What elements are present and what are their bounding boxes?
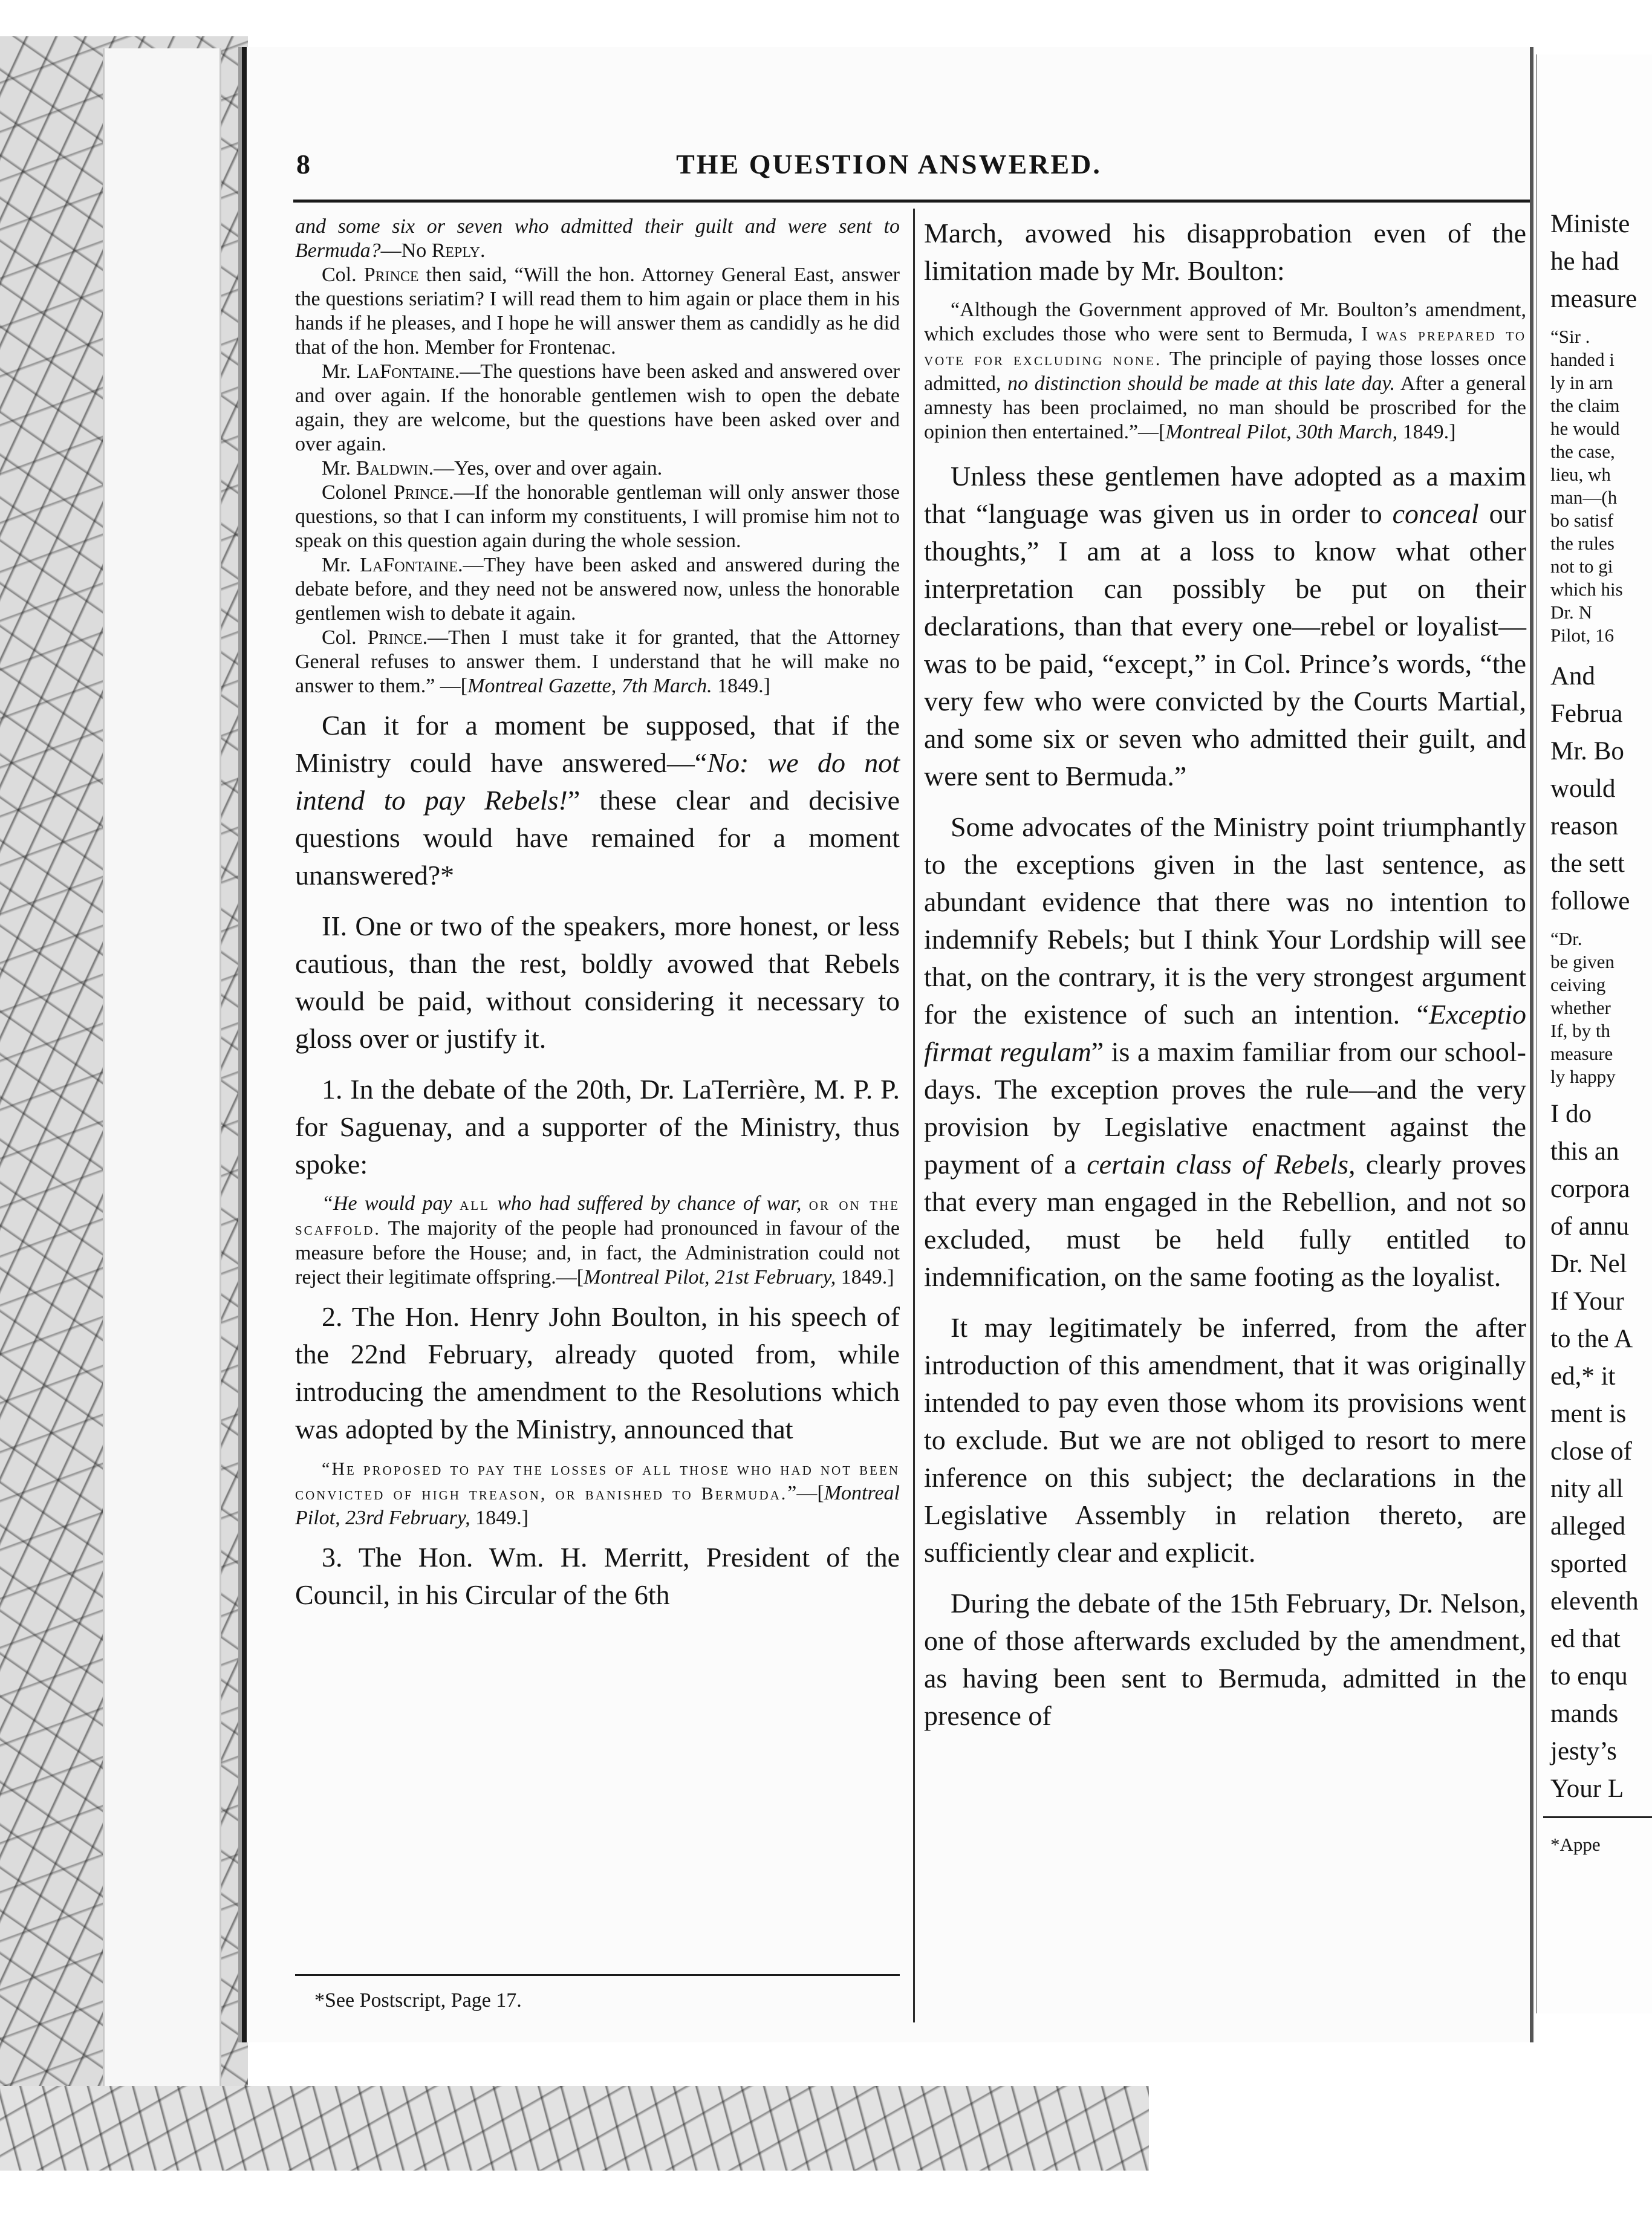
page-gutter [1530, 47, 1533, 2042]
facing-page-line: this an [1550, 1137, 1619, 1166]
flyleaf-edge [103, 48, 221, 2128]
facing-page-line: would [1550, 775, 1616, 803]
facing-page-line: mands [1550, 1700, 1619, 1728]
facing-page-line: Pilot, 16 [1550, 625, 1615, 646]
paragraph: Mr. LaFontaine.—The questions have been asked and answered over and over again. If the honorable gentlemen wish to open the debate again, they are welcome, but the questions have been asked over and over again. [295, 360, 900, 455]
facing-page-line: Februa [1550, 700, 1623, 728]
facing-page-line: followe [1550, 887, 1630, 915]
facing-page-line: the claim [1550, 395, 1620, 416]
paragraph: Mr. Baldwin.—Yes, over and over again. [322, 457, 663, 479]
facing-page-lines-c [1537, 658, 1652, 920]
facing-page-line: he had [1550, 247, 1619, 276]
facing-page-lines-d [1537, 927, 1652, 1088]
running-header [296, 148, 1481, 190]
facing-page-line: ed that [1550, 1625, 1621, 1653]
paragraph: It may legitimately be inferred, from the after introduction of this amendment, that it was originally intended to pay even those whom its provisions went to exclude. But we are not obliged to resort to mere inference on this subject; the declarations in the Legislative Assembly in relation thereto, are sufficiently clear and explicit. [924, 1312, 1526, 1568]
page-number: 8 [296, 149, 310, 180]
facing-page-line: he would [1550, 418, 1620, 439]
running-title: THE QUESTION ANSWERED. [676, 149, 1102, 180]
facing-page-line: ly happy [1550, 1066, 1616, 1087]
block-quote: “He would pay all who had suffered by chance of war, or on the scaffold. The majority of the people had pronounced in favour of the measure before the House; and, in fact, the Administration could not reject their legitimate offspring.—[Montreal Pilot, 21st February, 1849.] [295, 1192, 900, 1288]
facing-page-line: ceiving [1550, 974, 1606, 995]
right-column [924, 215, 1526, 1735]
facing-page-line: measure [1550, 285, 1637, 313]
facing-page-footnote-rule [1543, 1816, 1652, 1818]
column-divider [913, 209, 915, 2022]
facing-page-line: sported [1550, 1550, 1627, 1578]
facing-page-line: reason [1550, 812, 1619, 840]
facing-page-line: man—(h [1550, 487, 1618, 508]
paragraph: Colonel Prince.—If the honorable gentleman will only answer those questions, so that I can inform my constituents, I will promise him not to speak on this question again during the whole session. [295, 481, 900, 552]
facing-page-line: to enqu [1550, 1662, 1628, 1691]
facing-page-line: Dr. Nel [1550, 1250, 1627, 1278]
facing-page-line: “Dr. [1550, 928, 1582, 949]
paragraph: 1. In the debate of the 20th, Dr. LaTerrière, M. P. P. for Saguenay, and a supporter of the Ministry, thus spoke: [295, 1074, 900, 1180]
marbled-board-bottom [0, 2086, 1149, 2171]
paragraph: Col. Prince.—Then I must take it for granted, that the Attorney General refuses to answer them. I understand that he will make no answer to them.” —[Montreal Gazette, 7th March. 1849.] [295, 626, 900, 697]
facing-page-line: handed i [1550, 349, 1615, 370]
paragraph: Mr. LaFontaine.—They have been asked and answered during the debate before, and they need not be answered now, unless the honorable gentlemen wish to debate it again. [295, 554, 900, 625]
paragraph: 3. The Hon. Wm. H. Merritt, President of the Council, in his Circular of the 6th [295, 1542, 900, 1610]
facing-page-line: If, by th [1550, 1020, 1611, 1041]
facing-page-line: corpora [1550, 1175, 1630, 1203]
facing-page-line: the rules [1550, 533, 1615, 554]
facing-page-line: lieu, wh [1550, 464, 1611, 485]
paragraph: 2. The Hon. Henry John Boulton, in his speech of the 22nd February, already quoted from, while introducing the amendment to the Resolutions which was adopted by the Ministry, announced that [295, 1301, 900, 1444]
footnote: *See Postscript, Page 17. [314, 1989, 522, 2012]
paragraph: II. One or two of the speakers, more honest, or less cautious, than the rest, boldly avowed that Rebels would be paid, without considering it necessary to gloss over or justify it. [295, 911, 900, 1054]
facing-page-line: not to gi [1550, 556, 1613, 577]
header-rule [293, 200, 1530, 203]
facing-page-lines-e [1537, 1096, 1652, 1808]
facing-page-line: bo satisf [1550, 510, 1614, 531]
facing-page-line: I do [1550, 1100, 1592, 1128]
facing-page-line: Ministe [1550, 210, 1630, 238]
facing-page-line: And [1550, 662, 1596, 690]
facing-page-fragment [1536, 54, 1652, 2013]
facing-page-line: measure [1550, 1043, 1613, 1064]
facing-page-line: which his [1550, 579, 1623, 600]
facing-page-line: ed,* it [1550, 1362, 1616, 1391]
paragraph: and some six or seven who admitted their guilt and were sent to Bermuda?—No Reply. [295, 215, 900, 262]
left-column [295, 215, 900, 1614]
footnote-rule [295, 1974, 900, 1976]
facing-page-line: close of [1550, 1437, 1632, 1466]
facing-page-line: ment is [1550, 1400, 1627, 1428]
facing-page-line: jesty’s [1550, 1737, 1617, 1765]
facing-page-line: alleged [1550, 1512, 1626, 1541]
facing-page-line: nity all [1550, 1475, 1624, 1503]
facing-page-line: of annu [1550, 1212, 1630, 1241]
facing-page-line: Mr. Bo [1550, 737, 1624, 765]
paragraph: Unless these gentlemen have adopted as a maxim that “language was given us in order to conceal our thoughts,” I am at a loss to know what other interpretation can possibly be put on their declarations, than that every one—rebel or loyalist—was to be paid, “except,” in Col. Prince’s words, “the very few who were convicted by the Courts Martial, and some six or seven who admitted their guilt, and were sent to Bermuda.” [924, 461, 1526, 791]
block-quote: “Although the Government approved of Mr. Boulton’s amendment, which excludes those who were sent to Bermuda, I was prepared to vote for excluding none. The principle of paying those losses once admitted, no distinction should be made at this late day. After a general amnesty has been proclaimed, no man should be proscribed for the opinion then entertained.”—[Montreal Pilot, 30th March, 1849.] [924, 299, 1526, 443]
block-quote: “He proposed to pay the losses of all those who had not been convicted of high treason, or banished to Bermuda.”—[Montreal Pilot, 23rd February, 1849.] [295, 1459, 900, 1529]
facing-page-line: the sett [1550, 849, 1625, 878]
paragraph: Some advocates of the Ministry point triumphantly to the exceptions given in the last sentence, as abundant evidence that there was no intention to indemnify Rebels; but I think Your Lordship will see that, on the contrary, it is the very strongest argument for the existence of such an intention. “Exceptio firmat regulam” is a maxim familiar from our school-days. The exception proves the rule—and the very provision by Legislative enactment against the payment of a certain class of Rebels, clearly proves that every man engaged in the Rebellion, and not so excluded, must be held fully entitled to indemnification, on the same footing as the loyalist. [924, 811, 1526, 1292]
facing-page-line: to the A [1550, 1325, 1633, 1353]
paragraph: Col. Prince then said, “Will the hon. Attorney General East, answer the questions seriatim? I will read them to him again or place them in his hands if he pleases, and I hope he will answer them as candidly as he did that of the hon. Member for Frontenac. [295, 264, 900, 359]
facing-page-line: Dr. N [1550, 602, 1592, 623]
paragraph: Can it for a moment be supposed, that if the Ministry could have answered—“No: we do not intend to pay Rebels!” these clear and decisive questions would have remained for a moment unanswered?* [295, 710, 900, 891]
facing-page-line: eleventh [1550, 1587, 1639, 1616]
facing-page-line: the case, [1550, 441, 1615, 462]
facing-page-lines-b [1537, 325, 1652, 647]
facing-page-lines-a [1537, 206, 1652, 318]
facing-page-line: If Your [1550, 1287, 1624, 1316]
facing-page-line: ly in arn [1550, 372, 1613, 393]
facing-page-line: whether [1550, 997, 1611, 1018]
paragraph: March, avowed his disapprobation even of the limitation made by Mr. Boulton: [924, 218, 1526, 286]
facing-page-footnote: *Appe [1550, 1834, 1601, 1855]
facing-page-line: be given [1550, 951, 1615, 972]
paragraph: During the debate of the 15th February, Dr. Nelson, one of those afterwards excluded by the amendment, as having been sent to Bermuda, admitted in the presence of [924, 1588, 1526, 1731]
facing-page-line: “Sir . [1550, 326, 1590, 347]
facing-page-line: Your L [1550, 1775, 1624, 1803]
